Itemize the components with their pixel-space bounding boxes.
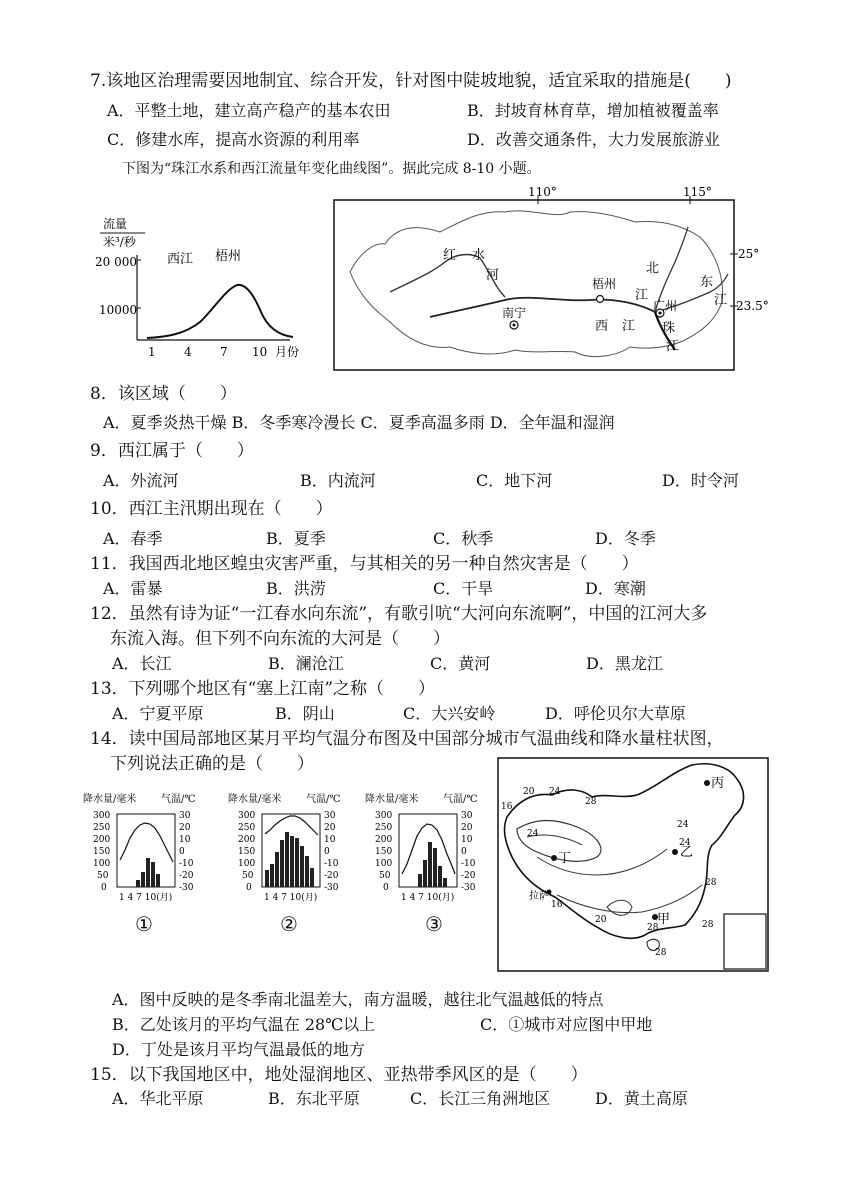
climo2-bar xyxy=(290,836,294,887)
flow-xtick-1: 1 xyxy=(148,345,156,359)
climo1-bars xyxy=(136,858,160,887)
q9-option-b: B．内流河 xyxy=(300,471,376,490)
point-bing xyxy=(704,780,710,786)
q15-option-d: D．黄土高原 xyxy=(595,1089,688,1108)
climo3-bar xyxy=(443,878,447,887)
climograph-1 xyxy=(83,790,218,908)
climo3-ltick-200: 200 xyxy=(375,835,393,845)
climograph-label-3: ③ xyxy=(425,912,443,936)
climograph-2 xyxy=(228,790,363,908)
climo2-bar xyxy=(280,840,284,887)
climo2-bar xyxy=(295,838,299,887)
climo1-rtick-m10: -10 xyxy=(179,859,194,869)
climo2-xticks: 1 4 7 10(月) xyxy=(264,893,318,903)
climo2-rtick-m30: -30 xyxy=(324,883,339,893)
climo1-bar xyxy=(151,862,155,887)
q13-option-b: B．阴山 xyxy=(275,704,335,723)
map-lon-110: 110° xyxy=(528,185,557,199)
isotherm-labels xyxy=(501,787,717,958)
climo2-rtick-m20: -20 xyxy=(324,871,339,881)
isotherm-south xyxy=(557,885,702,913)
map-label-guangzhou: 广州 xyxy=(653,299,678,313)
point-ding xyxy=(551,855,557,861)
climo3-rtick-20: 20 xyxy=(461,823,473,833)
climo3-xticks: 1 4 7 10(月) xyxy=(401,893,455,903)
climo2-rtick-10: 10 xyxy=(324,835,336,845)
climo1-ltick-200: 200 xyxy=(93,835,111,845)
q10-option-c: C．秋季 xyxy=(433,529,494,548)
q14-option-d: D．丁处是该月平均气温最低的地方 xyxy=(112,1040,365,1059)
map-label-zhu: 珠 xyxy=(662,321,676,336)
iso-label: 20 xyxy=(523,787,535,797)
q12-option-d: D．黑龙江 xyxy=(586,654,663,673)
climo1-precip-label: 降水量/毫米 xyxy=(83,794,137,805)
climo1-rtick-20: 20 xyxy=(179,823,191,833)
climo1-bar xyxy=(146,858,150,887)
q7-stem: 7.该地区治理需要因地制宜、综合开发，针对图中陡坡地貌，适宜采取的措施是( ) xyxy=(90,71,732,91)
climo2-rtick-20: 20 xyxy=(324,823,336,833)
climo3-rtick-30: 30 xyxy=(461,811,473,821)
climo3-ltick-250: 250 xyxy=(375,823,393,833)
climo1-xticks: 1 4 7 10(月) xyxy=(119,893,173,903)
q14-stem-line2: 下列说法正确的是（ ） xyxy=(110,754,314,774)
climo2-ltick-250: 250 xyxy=(238,823,256,833)
iso-label: 28 xyxy=(585,797,597,807)
climo2-ltick-50: 50 xyxy=(242,871,254,881)
climo2-bar xyxy=(300,846,304,887)
map-label-jiang-xi: 江 xyxy=(622,319,636,334)
climo1-rtick-0: 0 xyxy=(179,847,185,857)
flow-chart xyxy=(95,210,325,375)
climograph-label-1: ① xyxy=(135,912,153,936)
climo1-ltick-300: 300 xyxy=(93,811,111,821)
q11-option-d: D．寒潮 xyxy=(585,579,646,598)
iso-label: 24 xyxy=(549,787,561,797)
climo1-rtick-30: 30 xyxy=(179,811,191,821)
climo3-left-ticks xyxy=(375,811,392,893)
q13-stem: 13．下列哪个地区有“塞上江南”之称（ ） xyxy=(90,679,436,699)
climo2-bars xyxy=(265,832,314,887)
q15-stem: 15．以下我国地区中，地处湿润地区、亚热带季风区的是（ ） xyxy=(90,1065,588,1085)
climo1-temp-label: 气温/℃ xyxy=(161,794,196,805)
q9-option-d: D．时令河 xyxy=(662,471,739,490)
map-lat-235: 23.5° xyxy=(736,299,769,313)
map-label-jiang-zhu: 江 xyxy=(666,339,680,354)
climo1-rtick-m30: -30 xyxy=(179,883,194,893)
map-label-shui: 水 xyxy=(472,248,486,263)
iso-label: 28 xyxy=(702,920,714,930)
flow-ylabel-top: 流量 xyxy=(103,217,128,231)
q7-option-c: C．修建水库，提高水资源的利用率 xyxy=(107,130,360,149)
china-temperature-map xyxy=(497,757,769,972)
climo2-rtick-m10: -10 xyxy=(324,859,339,869)
flow-curve xyxy=(147,285,293,338)
map-label-he: 河 xyxy=(486,268,500,283)
map2-label-jia: 甲 xyxy=(657,912,671,927)
q10-option-d: D．冬季 xyxy=(595,529,656,548)
climo1-ltick-50: 50 xyxy=(97,871,109,881)
climo2-rtick-0: 0 xyxy=(324,847,330,857)
map-lat-25: 25° xyxy=(738,247,760,261)
climo3-rtick-10: 10 xyxy=(461,835,473,845)
q12-option-b: B．澜沧江 xyxy=(268,654,344,673)
flow-x-unit: 月份 xyxy=(275,345,300,359)
iso-label: 28 xyxy=(705,878,717,888)
nanning-dot-center xyxy=(513,324,516,327)
flow-label-wuzhou: 梧州 xyxy=(215,249,242,264)
q11-option-a: A．雷暴 xyxy=(103,579,163,598)
climo3-bar xyxy=(428,842,432,887)
south-china-sea-inset xyxy=(724,914,766,969)
climo1-bar xyxy=(141,872,145,887)
map2-label-bing: 丙 xyxy=(711,776,725,791)
climo3-bar xyxy=(418,874,422,887)
q10-option-a: A．春季 xyxy=(103,529,163,548)
climo3-ltick-150: 150 xyxy=(375,847,393,857)
iso-label: 24 xyxy=(677,820,689,830)
climo3-ltick-100: 100 xyxy=(375,859,393,869)
q14-option-b: B．乙处该月的平均气温在 28℃以上 xyxy=(112,1015,376,1034)
q15-option-a: A．华北平原 xyxy=(112,1089,204,1108)
flow-ylabel-unit: 米³/秒 xyxy=(103,235,136,249)
climo2-right-ticks xyxy=(324,811,339,893)
map2-label-lasa: 拉萨 xyxy=(529,891,549,902)
climograph-3 xyxy=(365,790,500,908)
q9-option-c: C．地下河 xyxy=(476,471,553,490)
q10-option-b: B．夏季 xyxy=(266,529,326,548)
climo3-ltick-0: 0 xyxy=(383,883,389,893)
iso-label: 28 xyxy=(655,948,667,958)
wuzhou-dot xyxy=(597,296,604,303)
intro-8-10: 下图为“珠江水系和西江流量年变化曲线图”。据此完成 8-10 小题。 xyxy=(122,161,541,177)
iso-label: 28 xyxy=(647,923,659,933)
pearl-river-map xyxy=(330,182,770,372)
climo1-rtick-m20: -20 xyxy=(179,871,194,881)
q9-option-a: A．外流河 xyxy=(103,471,179,490)
q11-option-c: C．干旱 xyxy=(433,579,494,598)
iso-label: 16 xyxy=(551,900,563,910)
q15-option-b: B．东北平原 xyxy=(268,1089,360,1108)
iso-label: 20 xyxy=(595,915,607,925)
climo2-bar xyxy=(285,832,289,887)
climo1-bar xyxy=(156,874,160,887)
map-label-bei: 北 xyxy=(646,261,660,276)
q12-stem-line2: 东流入海。但下列不向东流的大河是（ ） xyxy=(110,629,450,649)
climo3-rtick-m10: -10 xyxy=(461,859,476,869)
map-label-wuzhou: 梧州 xyxy=(592,277,617,291)
climo3-temp-label: 气温/℃ xyxy=(443,794,478,805)
q11-stem: 11．我国西北地区蝗虫灾害严重，与其相关的另一种自然灾害是（ ） xyxy=(90,554,639,574)
climo2-bar xyxy=(270,864,274,887)
climo2-temp-label: 气温/℃ xyxy=(306,794,341,805)
climo3-bar xyxy=(423,860,427,887)
climograph-label-2: ② xyxy=(280,912,298,936)
isotherm-closed xyxy=(607,900,632,915)
climo2-bar xyxy=(305,856,309,887)
climo3-precip-label: 降水量/毫米 xyxy=(365,794,419,805)
q15-option-c: C．长江三角洲地区 xyxy=(410,1089,551,1108)
climo1-bar xyxy=(136,880,140,887)
q11-option-b: B．洪涝 xyxy=(266,579,326,598)
q10-stem: 10．西江主汛期出现在（ ） xyxy=(90,499,333,519)
climo1-temp-line xyxy=(120,823,173,862)
iso-label: 24 xyxy=(527,829,539,839)
map-lon-115: 115° xyxy=(683,185,712,199)
q13-option-a: A．宁夏平原 xyxy=(112,704,204,723)
q14-option-c: C．①城市对应图中甲地 xyxy=(480,1015,653,1034)
climo1-right-ticks xyxy=(179,811,194,893)
isotherm-mid xyxy=(537,849,667,875)
climo3-ltick-300: 300 xyxy=(375,811,393,821)
climo1-left-ticks xyxy=(93,811,110,893)
climo1-ltick-250: 250 xyxy=(93,823,111,833)
climo2-ltick-100: 100 xyxy=(238,859,256,869)
climo3-ltick-50: 50 xyxy=(379,871,391,881)
climo1-rtick-10: 10 xyxy=(179,835,191,845)
climo2-ltick-300: 300 xyxy=(238,811,256,821)
map-label-jiang-bei: 江 xyxy=(635,288,649,303)
flow-ytick-10000: 10000 xyxy=(99,303,138,317)
climo2-left-ticks xyxy=(238,811,255,893)
q8-stem: 8．该区域（ ） xyxy=(90,384,237,404)
flow-xtick-10: 10 xyxy=(252,345,268,359)
climo2-ltick-0: 0 xyxy=(246,883,252,893)
q7-option-d: D．改善交通条件，大力发展旅游业 xyxy=(467,130,720,149)
climo2-temp-line xyxy=(265,816,318,835)
climo3-rtick-m30: -30 xyxy=(461,883,476,893)
climo1-ltick-150: 150 xyxy=(93,847,111,857)
climo2-bar xyxy=(265,870,269,887)
climo2-rtick-30: 30 xyxy=(324,811,336,821)
q14-stem-line1: 14．读中国局部地区某月平均气温分布图及中国部分城市气温曲线和降水量柱状图， xyxy=(90,729,724,749)
climo3-bars xyxy=(418,842,447,887)
q12-option-c: C．黄河 xyxy=(430,654,491,673)
map-label-jiang-dong: 江 xyxy=(714,293,728,308)
climo3-bar xyxy=(433,848,437,887)
q9-stem: 9．西江属于（ ） xyxy=(90,441,254,461)
map2-label-ding: 丁 xyxy=(558,851,572,866)
flow-label-xijiang: 西江 xyxy=(167,252,194,267)
q7-option-a: A．平整土地，建立高产稳产的基本农田 xyxy=(107,101,391,120)
q12-option-a: A．长江 xyxy=(112,654,172,673)
q8-options: A．夏季炎热干燥 B．冬季寒冷漫长 C．夏季高温多雨 D．全年温和湿润 xyxy=(103,413,615,432)
climo2-ltick-150: 150 xyxy=(238,847,256,857)
xijiang-river xyxy=(430,298,655,317)
climo3-right-ticks xyxy=(461,811,476,893)
climo2-precip-label: 降水量/毫米 xyxy=(228,794,282,805)
china-outline xyxy=(505,764,744,938)
map-label-nanning: 南宁 xyxy=(502,306,527,320)
climo2-bar xyxy=(310,868,314,887)
flow-xtick-4: 4 xyxy=(184,345,192,359)
q7-option-b: B．封坡育林育草，增加植被覆盖率 xyxy=(467,101,719,120)
q13-option-c: C．大兴安岭 xyxy=(403,704,496,723)
climo1-ltick-100: 100 xyxy=(93,859,111,869)
q14-option-a: A．图中反映的是冬季南北温差大，南方温暖，越往北气温越低的特点 xyxy=(112,990,604,1009)
climo1-ltick-0: 0 xyxy=(101,883,107,893)
climo3-rtick-m20: -20 xyxy=(461,871,476,881)
q12-stem-line1: 12．虽然有诗为证“一江春水向东流”，有歌引吭“大河向东流啊”，中国的江河大多 xyxy=(90,604,708,624)
map-label-dong: 东 xyxy=(700,275,714,290)
climo2-bar xyxy=(275,852,279,887)
flow-xtick-7: 7 xyxy=(220,345,228,359)
map-label-hong: 红 xyxy=(443,248,457,263)
climo3-rtick-0: 0 xyxy=(461,847,467,857)
climo3-bar xyxy=(438,866,442,887)
map-label-xi: 西 xyxy=(595,319,609,334)
iso-label: 24 xyxy=(679,838,691,848)
climo2-ltick-200: 200 xyxy=(238,835,256,845)
iso-label: 16 xyxy=(501,802,513,812)
map2-label-yi: 乙 xyxy=(680,845,694,860)
q13-option-d: D．呼伦贝尔大草原 xyxy=(545,704,686,723)
point-yi xyxy=(672,849,678,855)
flow-ytick-20000: 20 000 xyxy=(95,255,137,269)
